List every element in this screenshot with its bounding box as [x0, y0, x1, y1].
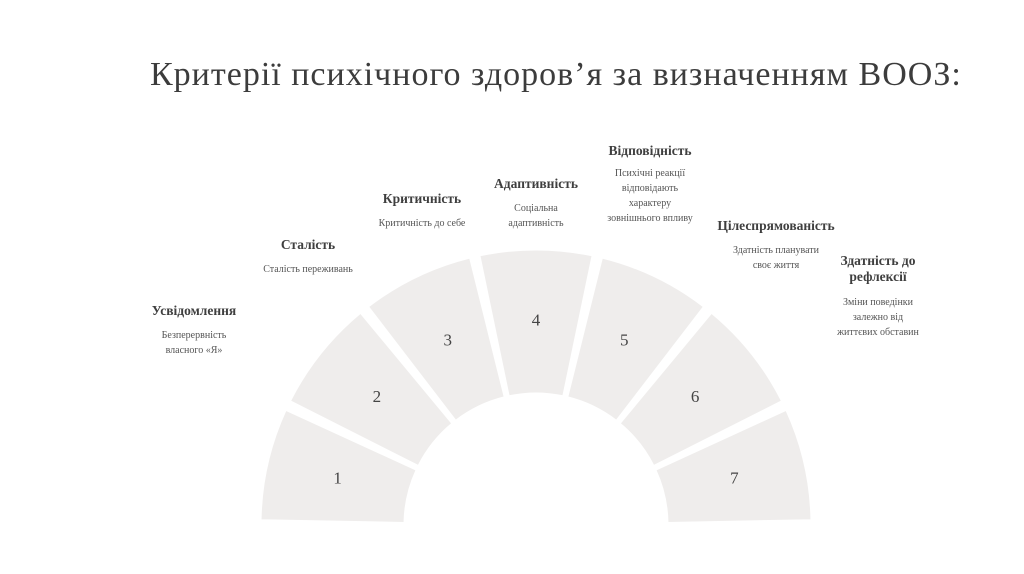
criterion-heading: Цілеспрямованість [717, 218, 835, 233]
segment-number-6: 6 [690, 387, 700, 407]
criterion-description: Соціальна адаптивність [508, 203, 564, 229]
segment-number-5: 5 [620, 330, 629, 350]
criterion-heading: Сталість [280, 237, 336, 252]
segment-number-2: 2 [372, 387, 382, 407]
criterion-label-4 [494, 176, 578, 231]
segment-number-1: 1 [333, 468, 342, 488]
criterion-label-5 [607, 143, 693, 226]
segment-number-7: 7 [730, 468, 739, 488]
segment-number-4: 4 [531, 310, 541, 330]
criterion-heading: Здатність до рефлексії [840, 253, 916, 284]
criterion-description: Сталість переживань [263, 264, 353, 275]
criterion-heading: Відповідність [608, 143, 692, 158]
criterion-heading: Усвідомлення [151, 303, 237, 318]
criterion-label-1 [152, 303, 236, 358]
segment-number-3: 3 [443, 330, 452, 350]
page-title: Критерії психічного здоров’я за визначенням ВООЗ: [150, 56, 962, 93]
criterion-description: Здатність планувати своє життя [732, 245, 820, 271]
criterion-label-7 [837, 253, 919, 340]
criterion-description: Безперервність власного «Я» [161, 330, 227, 356]
criterion-label-3 [379, 191, 466, 231]
criterion-description: Психічні реакції відповідають характеру зовнішнього впливу [607, 168, 693, 224]
criterion-label-2 [263, 237, 353, 277]
criterion-heading: Адаптивність [494, 176, 578, 191]
criterion-description: Критичність до себе [378, 218, 466, 229]
criterion-heading: Критичність [382, 191, 462, 206]
criterion-label-6 [717, 218, 834, 273]
criterion-description: Зміни поведінки залежно від життєвих обставин [837, 297, 919, 338]
